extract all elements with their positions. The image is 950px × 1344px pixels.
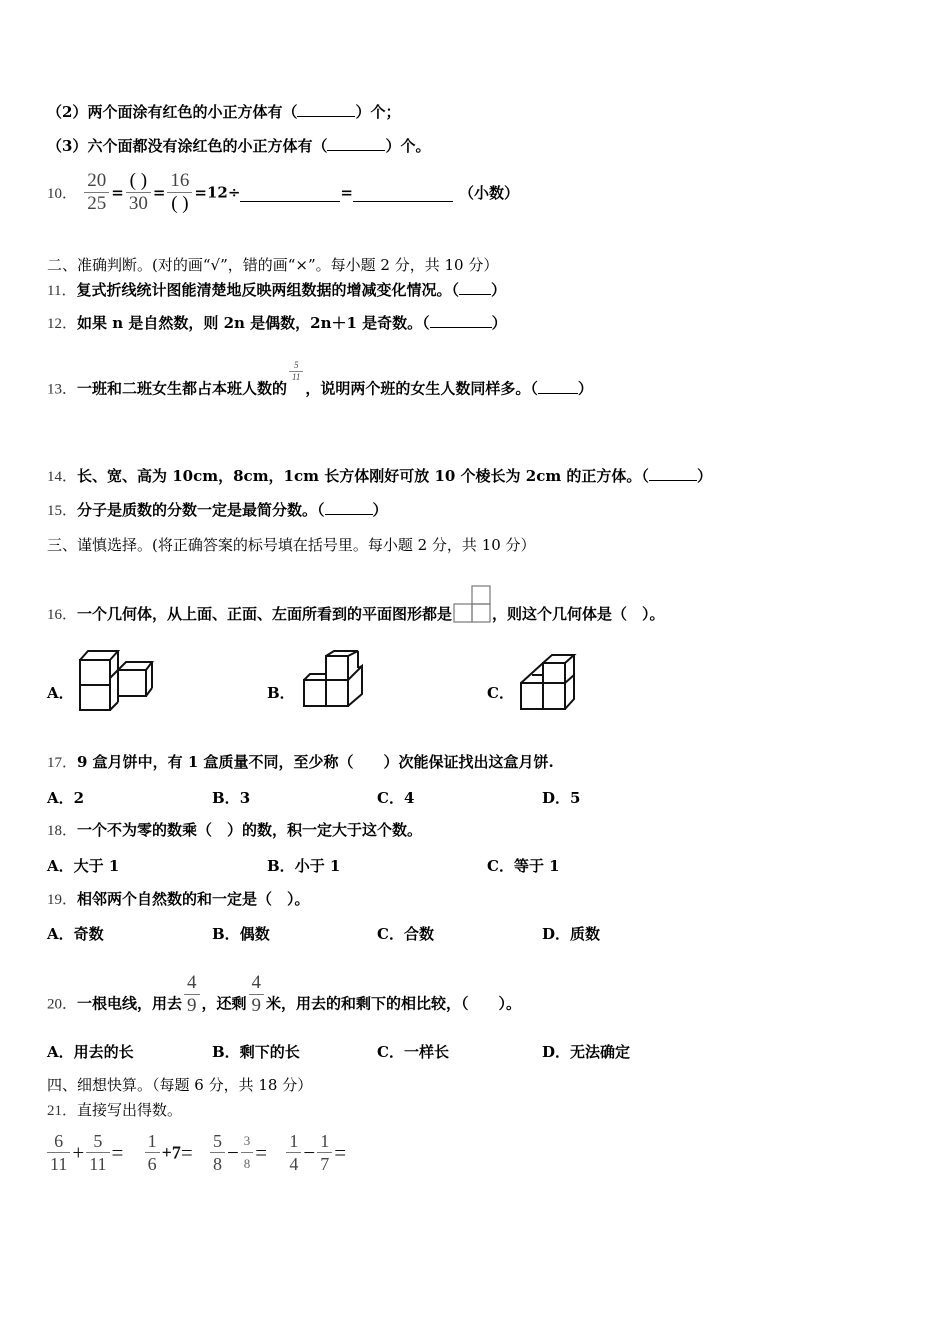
q16-option-c[interactable] bbox=[487, 682, 514, 703]
cube-figure-c-icon bbox=[518, 653, 580, 713]
question-text: 直接写出得数。 bbox=[77, 1101, 183, 1119]
question-text: 两个面涂有红色的小正方体有（ bbox=[87, 103, 298, 121]
sub-label: （3） bbox=[47, 137, 88, 155]
answer-blank[interactable] bbox=[430, 313, 492, 328]
division-text: =12÷ bbox=[194, 183, 241, 202]
section3-title: 三、谨慎选择。(将正确答案的标号填在括号里。每小题 2 分，共 10 分） bbox=[47, 536, 536, 554]
equals: = bbox=[340, 183, 353, 202]
q19-option-a[interactable]: A．奇数 bbox=[47, 925, 104, 943]
question-end: ） bbox=[577, 379, 593, 398]
question-number: 15． bbox=[47, 503, 78, 519]
question-text: 长、宽、高为 10cm，8cm，1cm 长方体刚好可放 10 个棱长为 2cm 的正方体。（ bbox=[77, 467, 649, 485]
q16-option-a[interactable] bbox=[47, 682, 74, 703]
answer-blank[interactable] bbox=[649, 466, 697, 481]
question-end: ） bbox=[696, 467, 712, 485]
question-number: 18． bbox=[47, 823, 78, 839]
divisor-blank[interactable] bbox=[240, 183, 340, 202]
answer-blank[interactable] bbox=[459, 280, 491, 295]
answer-blank[interactable] bbox=[327, 136, 385, 151]
question-text: 米，用去的和剩下的相比较，（ ）。 bbox=[266, 994, 522, 1013]
equals: = bbox=[111, 183, 124, 202]
question-number: 14． bbox=[47, 469, 78, 485]
question-text: ，说明两个班的女生人数同样多。（ bbox=[305, 379, 538, 398]
question-text: 六个面都没有涂红色的小正方体有（ bbox=[87, 137, 328, 155]
q17 bbox=[47, 752, 554, 773]
q14 bbox=[47, 466, 712, 487]
q18 bbox=[47, 820, 422, 841]
question-number: 10． bbox=[47, 186, 78, 202]
answer-blank[interactable] bbox=[325, 500, 373, 515]
question-end: ） bbox=[372, 501, 388, 519]
question-text: 分子是质数的分数一定是最简分数。（ bbox=[77, 501, 325, 519]
equals: = bbox=[152, 183, 166, 202]
q10 bbox=[47, 170, 519, 215]
question-end: ）个； bbox=[355, 103, 401, 121]
question-text: 一个几何体，从上面、正面、左面所看到的平面图形都是 bbox=[77, 605, 453, 623]
q18-option-b[interactable]: B．小于 1 bbox=[267, 857, 341, 875]
q20-option-d[interactable]: D．无法确定 bbox=[542, 1043, 631, 1061]
question-text: 如果 n 是自然数，则 2n 是偶数，2n＋1 是奇数。（ bbox=[77, 314, 430, 332]
q17-option-a[interactable]: A．2 bbox=[47, 789, 85, 807]
fraction-4-9: $\frac{4}{9}$ bbox=[249, 972, 265, 1017]
decimal-note: （小数） bbox=[459, 184, 520, 202]
decimal-blank[interactable] bbox=[353, 183, 453, 202]
q16-option-b[interactable] bbox=[267, 682, 295, 703]
section2-title: 二、准确判断。(对的画“√”，错的画“×”。每小题 2 分，共 10 分） bbox=[47, 256, 499, 274]
option-label: B． bbox=[267, 684, 295, 702]
question-number: 17． bbox=[47, 755, 78, 771]
expr-2[interactable]: $\frac{1}{6}$ +7= bbox=[143, 1143, 198, 1161]
q19 bbox=[47, 889, 310, 910]
expr-1[interactable]: $\frac{6}{11}$ + $\frac{5}{11}$ = bbox=[45, 1143, 129, 1161]
q13 bbox=[47, 360, 593, 401]
question-text: ，则这个几何体是（ ）。 bbox=[492, 605, 665, 623]
q20-option-a[interactable]: A．用去的长 bbox=[47, 1043, 134, 1061]
q18-option-a[interactable]: A．大于 1 bbox=[47, 857, 120, 875]
question-text: 9 盒月饼中，有 1 盒质量不同，至少称（ ）次能保证找出这盒月饼. bbox=[77, 753, 554, 771]
fraction-20-25: $\frac{20}{25}$ bbox=[84, 170, 109, 215]
q17-option-d[interactable]: D．5 bbox=[542, 789, 581, 807]
question-end: ） bbox=[490, 281, 506, 299]
q15 bbox=[47, 500, 388, 521]
fraction-5-11: $\frac{5}{11}$ bbox=[289, 360, 303, 383]
fraction-4-9: $\frac{4}{9}$ bbox=[184, 972, 200, 1017]
q19-option-d[interactable]: D．质数 bbox=[542, 925, 601, 943]
q19-option-c[interactable]: C．合数 bbox=[377, 925, 434, 943]
answer-blank[interactable] bbox=[538, 379, 578, 394]
question-number: 12． bbox=[47, 316, 78, 332]
section4-title: 四、细想快算。（每题 6 分，共 18 分） bbox=[47, 1076, 313, 1094]
q11 bbox=[47, 280, 506, 301]
q21 bbox=[47, 1100, 182, 1121]
q16 bbox=[47, 585, 665, 625]
q20 bbox=[47, 972, 522, 1027]
q9-sub3 bbox=[47, 136, 430, 156]
question-text: 一班和二班女生都占本班人数的 bbox=[77, 379, 288, 398]
question-end: ）个。 bbox=[385, 137, 431, 155]
question-number: 13． bbox=[47, 381, 78, 398]
question-number: 21． bbox=[47, 1103, 78, 1119]
q19-option-b[interactable]: B．偶数 bbox=[212, 925, 270, 943]
q18-option-c[interactable]: C．等于 1 bbox=[487, 857, 560, 875]
question-number: 16． bbox=[47, 607, 78, 623]
option-label: A． bbox=[47, 684, 74, 702]
cube-figure-a-icon bbox=[76, 648, 156, 714]
l-shape-view-icon bbox=[452, 584, 492, 624]
q21-expressions bbox=[45, 1130, 346, 1175]
fraction-16-blank[interactable]: $\frac{16}{( )}$ bbox=[167, 170, 192, 215]
q12 bbox=[47, 313, 507, 334]
question-text: 复式折线统计图能清楚地反映两组数据的增减变化情况。（ bbox=[76, 281, 459, 299]
expr-4[interactable]: $\frac{1}{4}$ − $\frac{1}{7}$ = bbox=[284, 1143, 346, 1161]
q17-option-b[interactable]: B．3 bbox=[212, 789, 251, 807]
fraction-blank-30[interactable]: $\frac{( )}{30}$ bbox=[126, 170, 151, 215]
question-text: 相邻两个自然数的和一定是（ ）。 bbox=[77, 890, 310, 908]
question-number: 11． bbox=[47, 283, 77, 299]
q17-option-c[interactable]: C．4 bbox=[377, 789, 415, 807]
question-number: 20． bbox=[47, 996, 78, 1013]
q20-option-b[interactable]: B．剩下的长 bbox=[212, 1043, 300, 1061]
expr-3[interactable]: $\frac{5}{8}$ − $\frac{3}{8}$ = bbox=[208, 1143, 272, 1161]
question-text: ，还剩 bbox=[201, 994, 247, 1013]
option-label: C． bbox=[487, 684, 514, 702]
q9-sub2 bbox=[47, 102, 400, 122]
question-text: 一根电线，用去 bbox=[77, 994, 183, 1013]
cube-figure-b-icon bbox=[302, 650, 366, 710]
question-end: ） bbox=[491, 314, 507, 332]
sub-label: （2） bbox=[47, 103, 88, 121]
answer-blank[interactable] bbox=[297, 102, 355, 117]
q20-option-c[interactable]: C．一样长 bbox=[377, 1043, 449, 1061]
question-text: 一个不为零的数乘（ ）的数，积一定大于这个数。 bbox=[77, 821, 423, 839]
question-number: 19． bbox=[47, 892, 78, 908]
